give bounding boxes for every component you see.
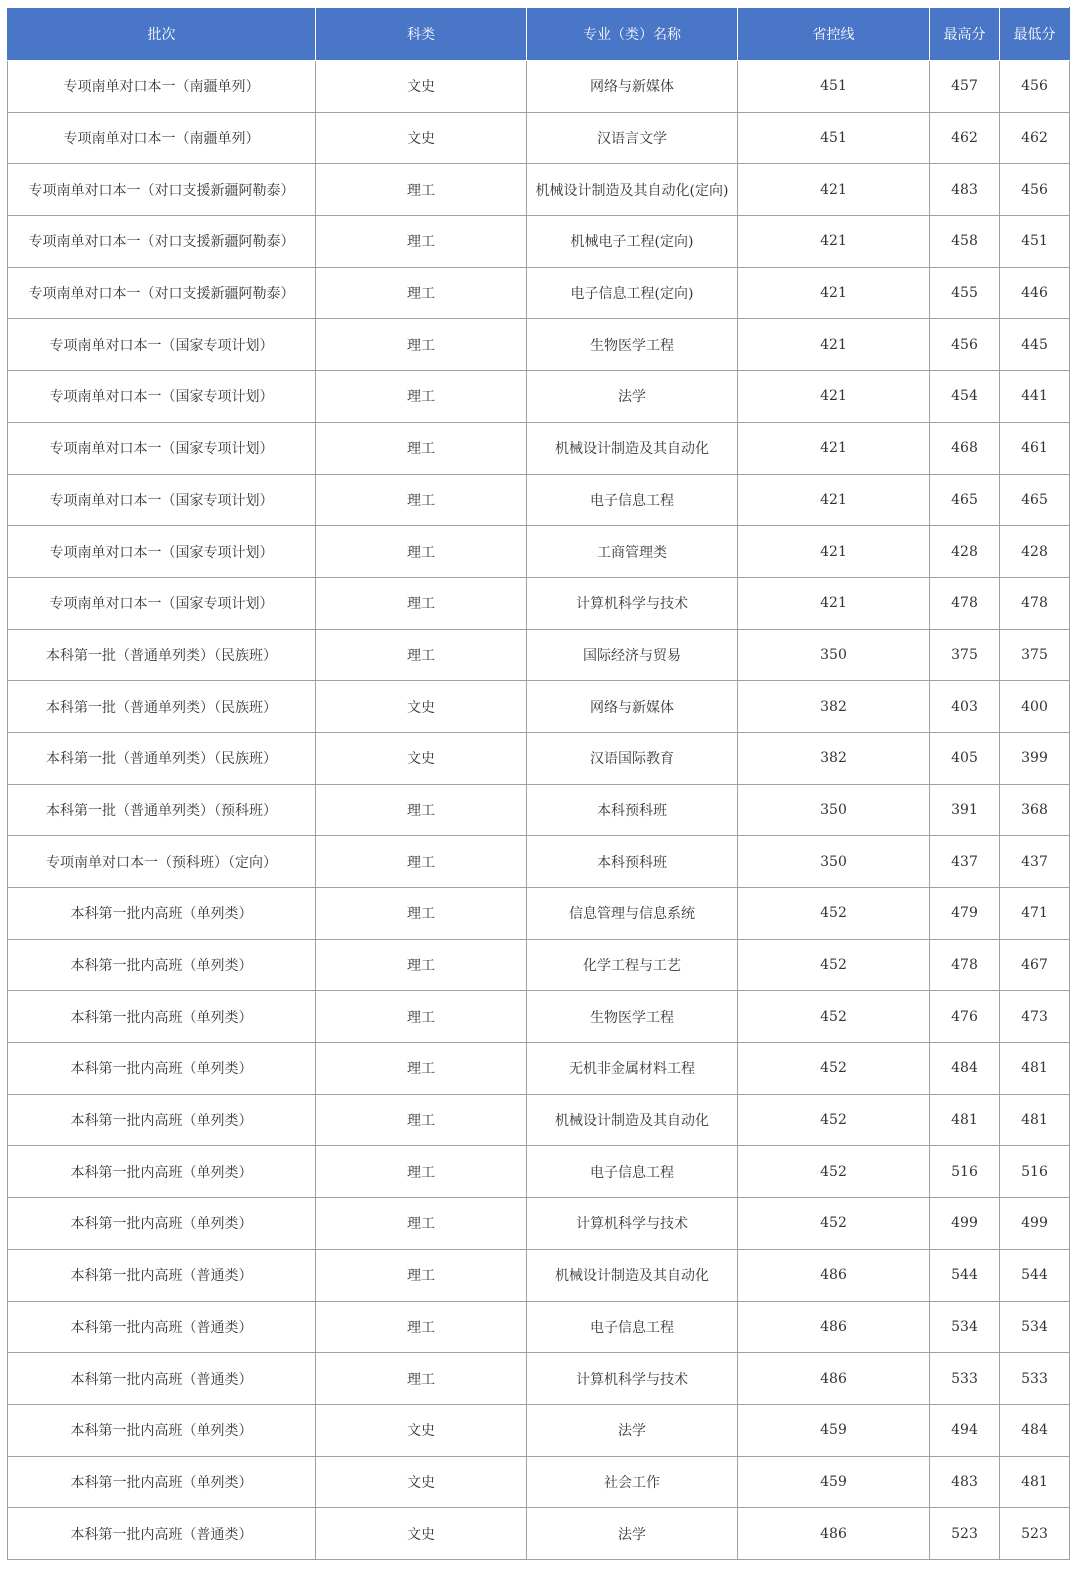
cell-category: 文史 xyxy=(316,732,527,784)
cell-category: 理工 xyxy=(316,422,527,474)
cell-batch: 专项南单对口本一（国家专项计划） xyxy=(8,422,316,474)
table-row xyxy=(8,1043,1070,1095)
cell-min-score: 400 xyxy=(1000,681,1070,733)
cell-min-score: 456 xyxy=(1000,164,1070,216)
cell-max-score: 391 xyxy=(930,784,1000,836)
cell-category: 文史 xyxy=(316,112,527,164)
cell-min-score: 462 xyxy=(1000,112,1070,164)
cell-major: 生物医学工程 xyxy=(527,991,738,1043)
cell-category: 文史 xyxy=(316,1456,527,1508)
table-row xyxy=(8,1198,1070,1250)
cell-control-line: 421 xyxy=(738,526,930,578)
table-row xyxy=(8,1146,1070,1198)
table-row xyxy=(8,1249,1070,1301)
cell-category: 理工 xyxy=(316,836,527,888)
cell-max-score: 534 xyxy=(930,1301,1000,1353)
cell-max-score: 405 xyxy=(930,732,1000,784)
table-row xyxy=(8,526,1070,578)
table-row xyxy=(8,267,1070,319)
table-row xyxy=(8,371,1070,423)
cell-min-score: 473 xyxy=(1000,991,1070,1043)
cell-max-score: 454 xyxy=(930,371,1000,423)
cell-min-score: 451 xyxy=(1000,216,1070,268)
cell-category: 理工 xyxy=(316,216,527,268)
cell-min-score: 456 xyxy=(1000,61,1070,113)
cell-batch: 本科第一批内高班（单列类） xyxy=(8,1146,316,1198)
cell-batch: 本科第一批内高班（普通类） xyxy=(8,1508,316,1560)
cell-max-score: 516 xyxy=(930,1146,1000,1198)
table-row xyxy=(8,216,1070,268)
cell-batch: 本科第一批（普通单列类）（民族班） xyxy=(8,681,316,733)
cell-max-score: 456 xyxy=(930,319,1000,371)
cell-major: 网络与新媒体 xyxy=(527,61,738,113)
cell-min-score: 516 xyxy=(1000,1146,1070,1198)
table-row xyxy=(8,939,1070,991)
cell-control-line: 452 xyxy=(738,939,930,991)
cell-max-score: 523 xyxy=(930,1508,1000,1560)
table-row xyxy=(8,61,1070,113)
header-category: 科类 xyxy=(316,8,527,61)
cell-max-score: 476 xyxy=(930,991,1000,1043)
cell-major: 社会工作 xyxy=(527,1456,738,1508)
cell-category: 理工 xyxy=(316,629,527,681)
cell-category: 理工 xyxy=(316,1146,527,1198)
header-control-line: 省控线 xyxy=(738,8,930,61)
cell-major: 计算机科学与技术 xyxy=(527,1198,738,1250)
cell-batch: 本科第一批内高班（普通类） xyxy=(8,1249,316,1301)
cell-min-score: 523 xyxy=(1000,1508,1070,1560)
table-row xyxy=(8,1353,1070,1405)
cell-category: 理工 xyxy=(316,888,527,940)
table-row xyxy=(8,422,1070,474)
cell-category: 文史 xyxy=(316,61,527,113)
cell-major: 机械设计制造及其自动化 xyxy=(527,1094,738,1146)
header-batch: 批次 xyxy=(8,8,316,61)
admission-scores-table-wrapper xyxy=(7,7,1069,1560)
cell-min-score: 461 xyxy=(1000,422,1070,474)
cell-major: 本科预科班 xyxy=(527,836,738,888)
cell-batch: 本科第一批内高班（单列类） xyxy=(8,888,316,940)
cell-major: 机械电子工程(定向) xyxy=(527,216,738,268)
cell-min-score: 445 xyxy=(1000,319,1070,371)
cell-control-line: 486 xyxy=(738,1249,930,1301)
cell-max-score: 494 xyxy=(930,1404,1000,1456)
cell-control-line: 421 xyxy=(738,371,930,423)
cell-batch: 专项南单对口本一（对口支援新疆阿勒泰） xyxy=(8,164,316,216)
cell-control-line: 486 xyxy=(738,1508,930,1560)
cell-max-score: 499 xyxy=(930,1198,1000,1250)
cell-min-score: 533 xyxy=(1000,1353,1070,1405)
cell-control-line: 486 xyxy=(738,1301,930,1353)
cell-batch: 本科第一批内高班（单列类） xyxy=(8,991,316,1043)
cell-batch: 本科第一批内高班（单列类） xyxy=(8,1094,316,1146)
cell-batch: 专项南单对口本一（预科班）（定向） xyxy=(8,836,316,888)
cell-batch: 本科第一批内高班（普通类） xyxy=(8,1301,316,1353)
cell-max-score: 533 xyxy=(930,1353,1000,1405)
cell-category: 文史 xyxy=(316,681,527,733)
cell-category: 文史 xyxy=(316,1508,527,1560)
cell-category: 理工 xyxy=(316,577,527,629)
cell-max-score: 458 xyxy=(930,216,1000,268)
cell-major: 网络与新媒体 xyxy=(527,681,738,733)
cell-category: 理工 xyxy=(316,474,527,526)
cell-min-score: 534 xyxy=(1000,1301,1070,1353)
cell-category: 理工 xyxy=(316,1249,527,1301)
cell-category: 文史 xyxy=(316,1404,527,1456)
cell-max-score: 462 xyxy=(930,112,1000,164)
cell-max-score: 483 xyxy=(930,164,1000,216)
cell-major: 化学工程与工艺 xyxy=(527,939,738,991)
cell-min-score: 437 xyxy=(1000,836,1070,888)
cell-min-score: 446 xyxy=(1000,267,1070,319)
cell-max-score: 437 xyxy=(930,836,1000,888)
cell-major: 机械设计制造及其自动化(定向) xyxy=(527,164,738,216)
cell-max-score: 481 xyxy=(930,1094,1000,1146)
cell-category: 理工 xyxy=(316,1043,527,1095)
cell-control-line: 350 xyxy=(738,784,930,836)
table-row xyxy=(8,681,1070,733)
cell-min-score: 544 xyxy=(1000,1249,1070,1301)
cell-max-score: 544 xyxy=(930,1249,1000,1301)
table-row xyxy=(8,577,1070,629)
cell-min-score: 428 xyxy=(1000,526,1070,578)
cell-min-score: 478 xyxy=(1000,577,1070,629)
table-row xyxy=(8,112,1070,164)
cell-max-score: 375 xyxy=(930,629,1000,681)
cell-batch: 专项南单对口本一（国家专项计划） xyxy=(8,474,316,526)
cell-batch: 本科第一批内高班（单列类） xyxy=(8,939,316,991)
table-row xyxy=(8,991,1070,1043)
cell-min-score: 465 xyxy=(1000,474,1070,526)
cell-major: 本科预科班 xyxy=(527,784,738,836)
cell-control-line: 486 xyxy=(738,1353,930,1405)
cell-max-score: 465 xyxy=(930,474,1000,526)
cell-category: 理工 xyxy=(316,1094,527,1146)
cell-control-line: 421 xyxy=(738,216,930,268)
cell-major: 汉语国际教育 xyxy=(527,732,738,784)
table-row xyxy=(8,1508,1070,1560)
cell-major: 工商管理类 xyxy=(527,526,738,578)
cell-major: 生物医学工程 xyxy=(527,319,738,371)
cell-category: 理工 xyxy=(316,991,527,1043)
cell-control-line: 421 xyxy=(738,267,930,319)
table-row xyxy=(8,784,1070,836)
cell-major: 信息管理与信息系统 xyxy=(527,888,738,940)
cell-major: 无机非金属材料工程 xyxy=(527,1043,738,1095)
cell-major: 法学 xyxy=(527,371,738,423)
cell-major: 法学 xyxy=(527,1404,738,1456)
cell-major: 电子信息工程 xyxy=(527,474,738,526)
table-row xyxy=(8,836,1070,888)
cell-control-line: 382 xyxy=(738,681,930,733)
cell-major: 汉语言文学 xyxy=(527,112,738,164)
cell-min-score: 481 xyxy=(1000,1094,1070,1146)
cell-major: 计算机科学与技术 xyxy=(527,577,738,629)
header-major: 专业（类）名称 xyxy=(527,8,738,61)
cell-min-score: 481 xyxy=(1000,1043,1070,1095)
cell-batch: 本科第一批内高班（单列类） xyxy=(8,1043,316,1095)
admission-scores-table xyxy=(7,7,1070,1560)
cell-category: 理工 xyxy=(316,319,527,371)
cell-batch: 专项南单对口本一（国家专项计划） xyxy=(8,319,316,371)
cell-min-score: 467 xyxy=(1000,939,1070,991)
cell-batch: 本科第一批内高班（普通类） xyxy=(8,1353,316,1405)
cell-max-score: 478 xyxy=(930,939,1000,991)
cell-batch: 专项南单对口本一（南疆单列） xyxy=(8,112,316,164)
cell-category: 理工 xyxy=(316,1353,527,1405)
cell-batch: 本科第一批内高班（单列类） xyxy=(8,1456,316,1508)
cell-max-score: 484 xyxy=(930,1043,1000,1095)
cell-control-line: 350 xyxy=(738,629,930,681)
cell-major: 机械设计制造及其自动化 xyxy=(527,422,738,474)
cell-control-line: 421 xyxy=(738,474,930,526)
cell-major: 电子信息工程 xyxy=(527,1146,738,1198)
cell-major: 国际经济与贸易 xyxy=(527,629,738,681)
cell-batch: 本科第一批（普通单列类）（民族班） xyxy=(8,629,316,681)
cell-control-line: 382 xyxy=(738,732,930,784)
cell-category: 理工 xyxy=(316,939,527,991)
cell-batch: 本科第一批（普通单列类）（预科班） xyxy=(8,784,316,836)
cell-max-score: 468 xyxy=(930,422,1000,474)
cell-category: 理工 xyxy=(316,267,527,319)
table-row xyxy=(8,1456,1070,1508)
cell-max-score: 483 xyxy=(930,1456,1000,1508)
cell-batch: 本科第一批内高班（单列类） xyxy=(8,1198,316,1250)
cell-category: 理工 xyxy=(316,784,527,836)
cell-max-score: 403 xyxy=(930,681,1000,733)
cell-control-line: 459 xyxy=(738,1404,930,1456)
cell-category: 理工 xyxy=(316,371,527,423)
cell-max-score: 478 xyxy=(930,577,1000,629)
cell-major: 电子信息工程(定向) xyxy=(527,267,738,319)
table-row xyxy=(8,319,1070,371)
cell-control-line: 452 xyxy=(738,991,930,1043)
header-row xyxy=(8,8,1070,61)
cell-control-line: 421 xyxy=(738,422,930,474)
cell-major: 电子信息工程 xyxy=(527,1301,738,1353)
cell-batch: 专项南单对口本一（对口支援新疆阿勒泰） xyxy=(8,216,316,268)
table-row xyxy=(8,1301,1070,1353)
cell-min-score: 471 xyxy=(1000,888,1070,940)
cell-category: 理工 xyxy=(316,1198,527,1250)
cell-control-line: 451 xyxy=(738,61,930,113)
table-row xyxy=(8,474,1070,526)
table-row xyxy=(8,888,1070,940)
cell-batch: 专项南单对口本一（国家专项计划） xyxy=(8,577,316,629)
table-body xyxy=(8,61,1070,1560)
cell-control-line: 421 xyxy=(738,164,930,216)
cell-max-score: 428 xyxy=(930,526,1000,578)
cell-control-line: 452 xyxy=(738,1198,930,1250)
header-min-score: 最低分 xyxy=(1000,8,1070,61)
cell-control-line: 421 xyxy=(738,319,930,371)
cell-control-line: 452 xyxy=(738,888,930,940)
table-row xyxy=(8,164,1070,216)
cell-category: 理工 xyxy=(316,164,527,216)
cell-major: 机械设计制造及其自动化 xyxy=(527,1249,738,1301)
cell-major: 法学 xyxy=(527,1508,738,1560)
header-max-score: 最高分 xyxy=(930,8,1000,61)
cell-control-line: 452 xyxy=(738,1094,930,1146)
cell-min-score: 375 xyxy=(1000,629,1070,681)
cell-batch: 本科第一批（普通单列类）（民族班） xyxy=(8,732,316,784)
cell-control-line: 350 xyxy=(738,836,930,888)
table-header xyxy=(8,8,1070,61)
cell-control-line: 459 xyxy=(738,1456,930,1508)
cell-max-score: 479 xyxy=(930,888,1000,940)
table-row xyxy=(8,1094,1070,1146)
cell-category: 理工 xyxy=(316,526,527,578)
cell-batch: 专项南单对口本一（南疆单列） xyxy=(8,61,316,113)
cell-min-score: 484 xyxy=(1000,1404,1070,1456)
cell-major: 计算机科学与技术 xyxy=(527,1353,738,1405)
table-row xyxy=(8,629,1070,681)
cell-batch: 专项南单对口本一（对口支援新疆阿勒泰） xyxy=(8,267,316,319)
cell-min-score: 441 xyxy=(1000,371,1070,423)
cell-batch: 专项南单对口本一（国家专项计划） xyxy=(8,526,316,578)
cell-control-line: 421 xyxy=(738,577,930,629)
cell-min-score: 368 xyxy=(1000,784,1070,836)
cell-control-line: 451 xyxy=(738,112,930,164)
cell-max-score: 455 xyxy=(930,267,1000,319)
cell-min-score: 481 xyxy=(1000,1456,1070,1508)
cell-batch: 专项南单对口本一（国家专项计划） xyxy=(8,371,316,423)
cell-min-score: 399 xyxy=(1000,732,1070,784)
table-row xyxy=(8,1404,1070,1456)
cell-control-line: 452 xyxy=(738,1043,930,1095)
cell-min-score: 499 xyxy=(1000,1198,1070,1250)
cell-max-score: 457 xyxy=(930,61,1000,113)
table-row xyxy=(8,732,1070,784)
cell-batch: 本科第一批内高班（单列类） xyxy=(8,1404,316,1456)
cell-category: 理工 xyxy=(316,1301,527,1353)
cell-control-line: 452 xyxy=(738,1146,930,1198)
